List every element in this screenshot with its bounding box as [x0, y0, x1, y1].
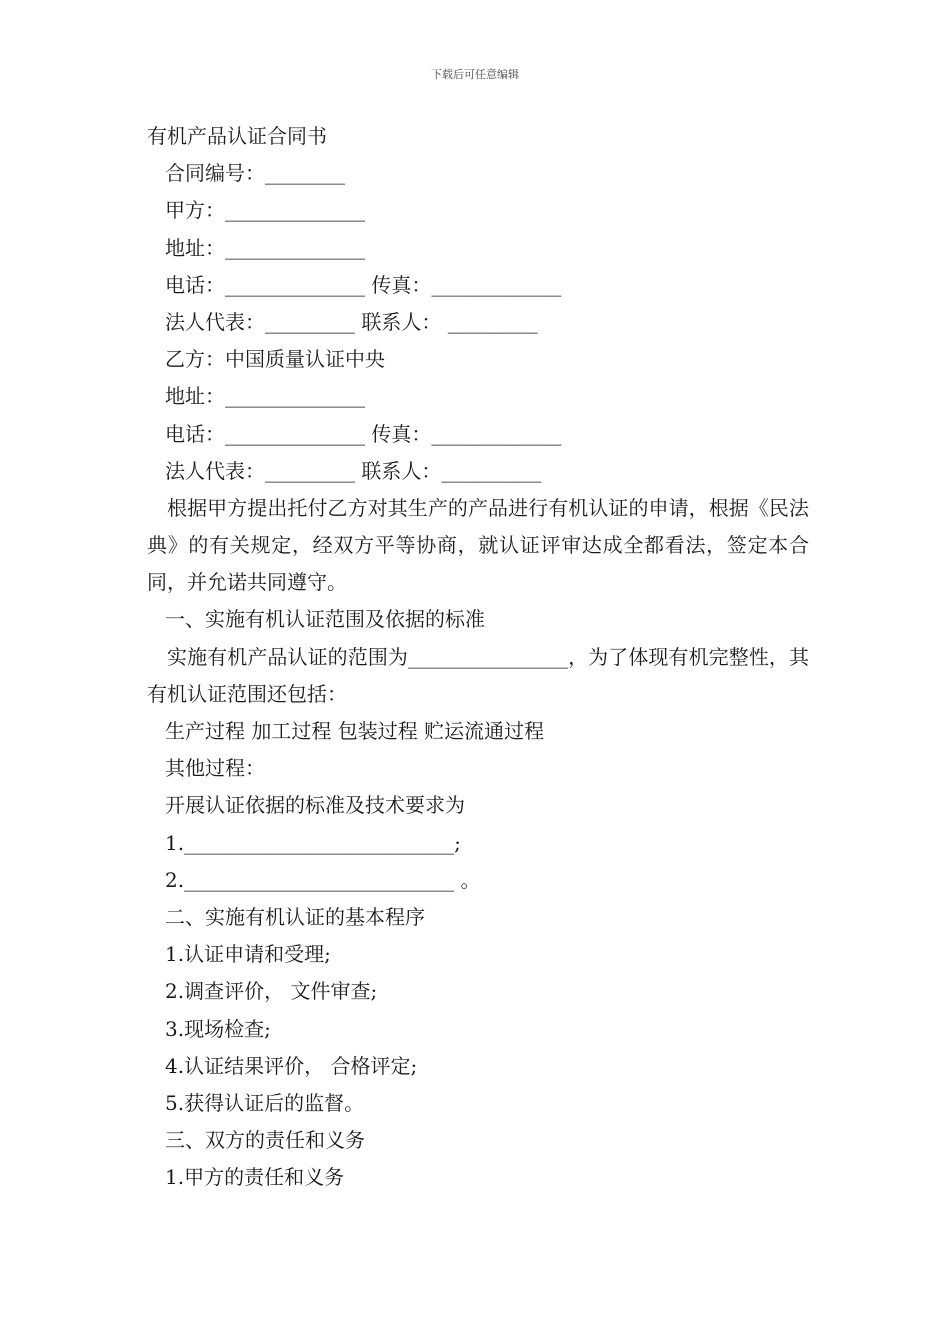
- contract-body: [147, 118, 809, 1197]
- contract-number-field: 合同编号：________: [165, 161, 345, 186]
- preamble-paragraph: 根据甲方提出托付乙方对其生产的产品进行有机认证的申请，根据《民法典》的有关规定，经双方平等协商，就认证评审达成全都看法，签定本合同，并允诺共同遵守。: [147, 495, 809, 595]
- party-b-address: 地址：______________: [165, 384, 365, 409]
- section-1-scope-paragraph: 实施有机产品认证的范围为________________，为了体现有机完整性，其有机认证范围还包括：: [147, 644, 809, 706]
- section-2-step-3: 3.现场检查;: [165, 1016, 271, 1041]
- party-a-name: 甲方：______________: [165, 198, 365, 223]
- document-title: 有机产品认证合同书: [147, 124, 327, 148]
- party-a-address: 地址：______________: [165, 235, 365, 260]
- section-1-other-processes: 其他过程：: [165, 756, 265, 781]
- section-2-heading: 二、实施有机认证的基本程序: [165, 905, 425, 930]
- section-1-standard-item-1: 1.___________________________;: [165, 830, 461, 855]
- section-3-item-1: 1.甲方的责任和义务: [165, 1165, 345, 1190]
- section-2-step-2: 2.调查评价， 文件审查;: [165, 979, 378, 1004]
- section-1-standards-intro: 开展认证依据的标准及技术要求为: [165, 793, 465, 818]
- party-a-rep-contact: 法人代表：_________ 联系人： _________: [165, 309, 538, 334]
- section-2-step-5: 5.获得认证后的监督。: [165, 1090, 365, 1115]
- section-1-process-list: 生产过程 加工过程 包装过程 贮运流通过程: [165, 719, 545, 744]
- party-b-phone-fax: 电话：______________ 传真：_____________: [165, 421, 562, 446]
- section-3-heading: 三、双方的责任和义务: [165, 1128, 365, 1153]
- section-1-heading: 一、实施有机认证范围及依据的标准: [165, 607, 485, 632]
- section-1-standard-item-2: 2.___________________________ 。: [165, 867, 481, 892]
- section-2-step-4: 4.认证结果评价， 合格评定;: [165, 1053, 418, 1078]
- party-b-rep-contact: 法人代表：_________ 联系人：__________: [165, 458, 542, 483]
- party-b-name: 乙方：中国质量认证中央: [165, 347, 385, 372]
- section-2-step-1: 1.认证申请和受理;: [165, 942, 331, 967]
- party-a-phone-fax: 电话：______________ 传真：_____________: [165, 272, 562, 297]
- page-header-note: 下载后可任意编辑: [431, 68, 519, 81]
